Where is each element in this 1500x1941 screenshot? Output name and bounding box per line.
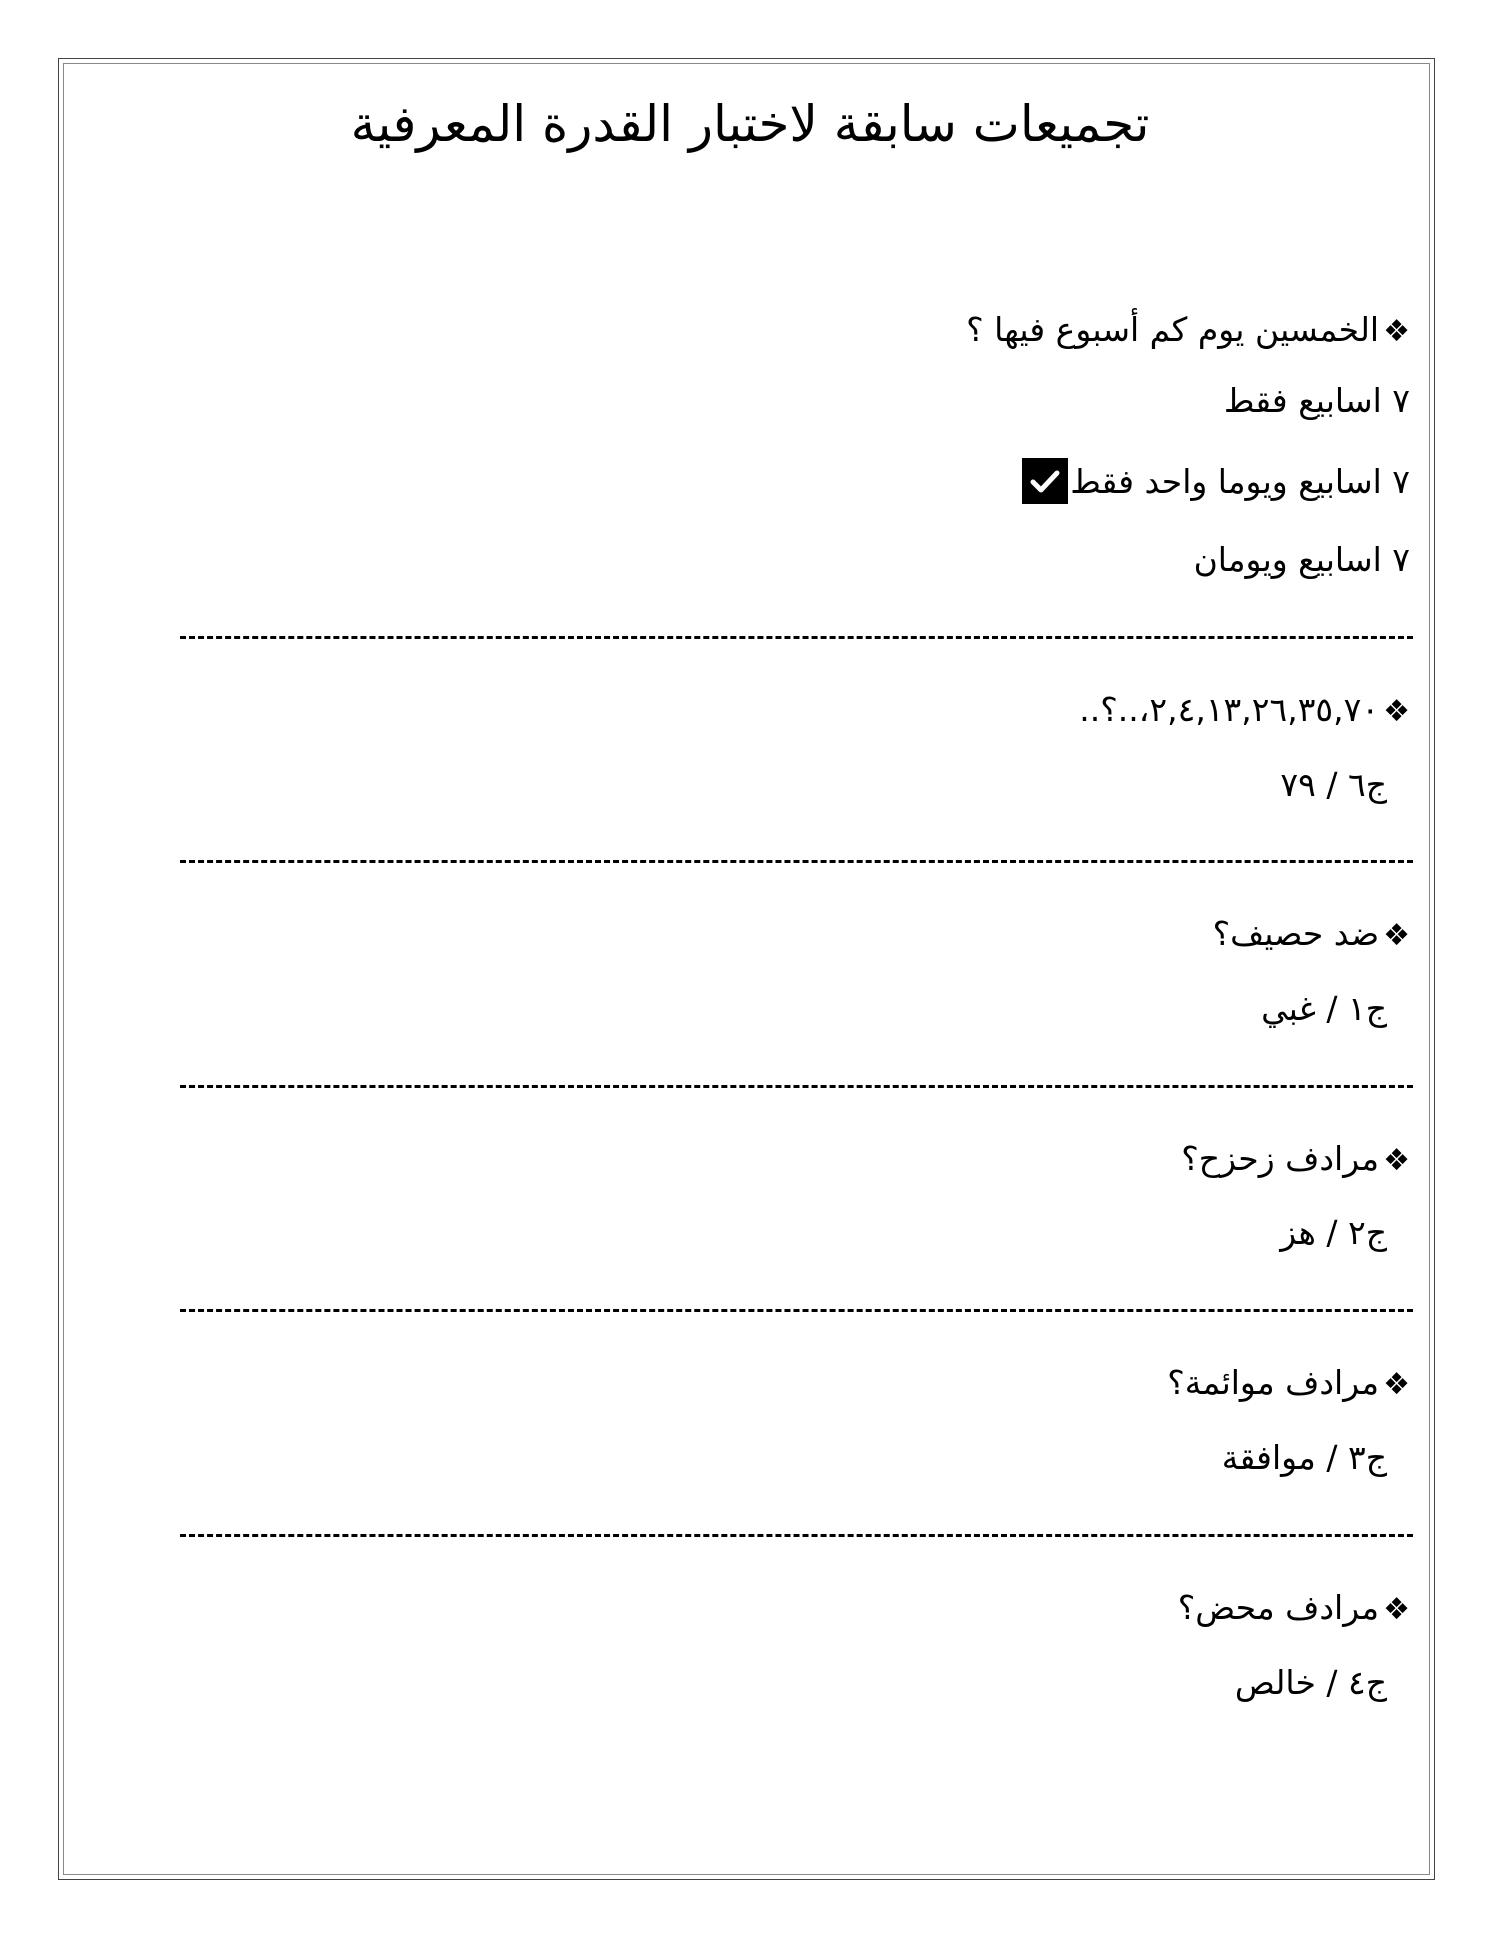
question-4-answer: ج٢ / هز <box>1280 1213 1387 1252</box>
question-2-text: ٢,٤,١٣,٢٦,٣٥,٧٠،..؟.. <box>1079 690 1380 729</box>
question-5-text: مرادف موائمة؟ <box>1167 1363 1380 1402</box>
four-diamond-bullet-icon: ❖ <box>1383 1592 1410 1627</box>
question-5-answer: ج٣ / موافقة <box>1221 1438 1387 1477</box>
question-1-text: الخمسين يوم كم أسبوع فيها ؟ <box>966 310 1380 349</box>
check-icon <box>1022 458 1068 504</box>
divider-dashed <box>180 1534 1413 1537</box>
question-4 <box>1181 1137 1410 1183</box>
four-diamond-bullet-icon: ❖ <box>1383 1367 1410 1402</box>
page-title: تجميعات سابقة لاختبار القدرة المعرفية <box>350 95 1150 153</box>
question-1-option-1[interactable]: ٧ اسابيع فقط <box>1223 381 1410 420</box>
question-4-text: مرادف زحزح؟ <box>1181 1139 1380 1178</box>
question-1-option-2[interactable] <box>1022 460 1410 507</box>
question-1 <box>966 308 1410 354</box>
question-2-answer: ج٦ / ٧٩ <box>1280 765 1387 804</box>
question-1-option-3[interactable]: ٧ اسابيع ويومان <box>1193 540 1410 579</box>
question-6 <box>1178 1586 1410 1632</box>
four-diamond-bullet-icon: ❖ <box>1383 694 1410 729</box>
question-3-text: ضد حصيف؟ <box>1212 914 1380 953</box>
question-3 <box>1213 912 1410 958</box>
four-diamond-bullet-icon: ❖ <box>1383 1143 1410 1178</box>
question-2 <box>1079 688 1410 734</box>
divider-dashed <box>180 1085 1413 1088</box>
divider-dashed <box>180 636 1413 639</box>
question-6-text: مرادف محض؟ <box>1177 1588 1380 1627</box>
question-6-answer: ج٤ / خالص <box>1234 1663 1387 1702</box>
question-5 <box>1167 1361 1410 1407</box>
divider-dashed <box>180 1309 1413 1312</box>
divider-dashed <box>180 860 1413 863</box>
four-diamond-bullet-icon: ❖ <box>1383 918 1410 953</box>
question-3-answer: ج١ / غبي <box>1261 989 1387 1028</box>
four-diamond-bullet-icon: ❖ <box>1383 314 1410 349</box>
question-1-option-2-text: ٧ اسابيع ويوما واحد فقط <box>1070 462 1410 501</box>
